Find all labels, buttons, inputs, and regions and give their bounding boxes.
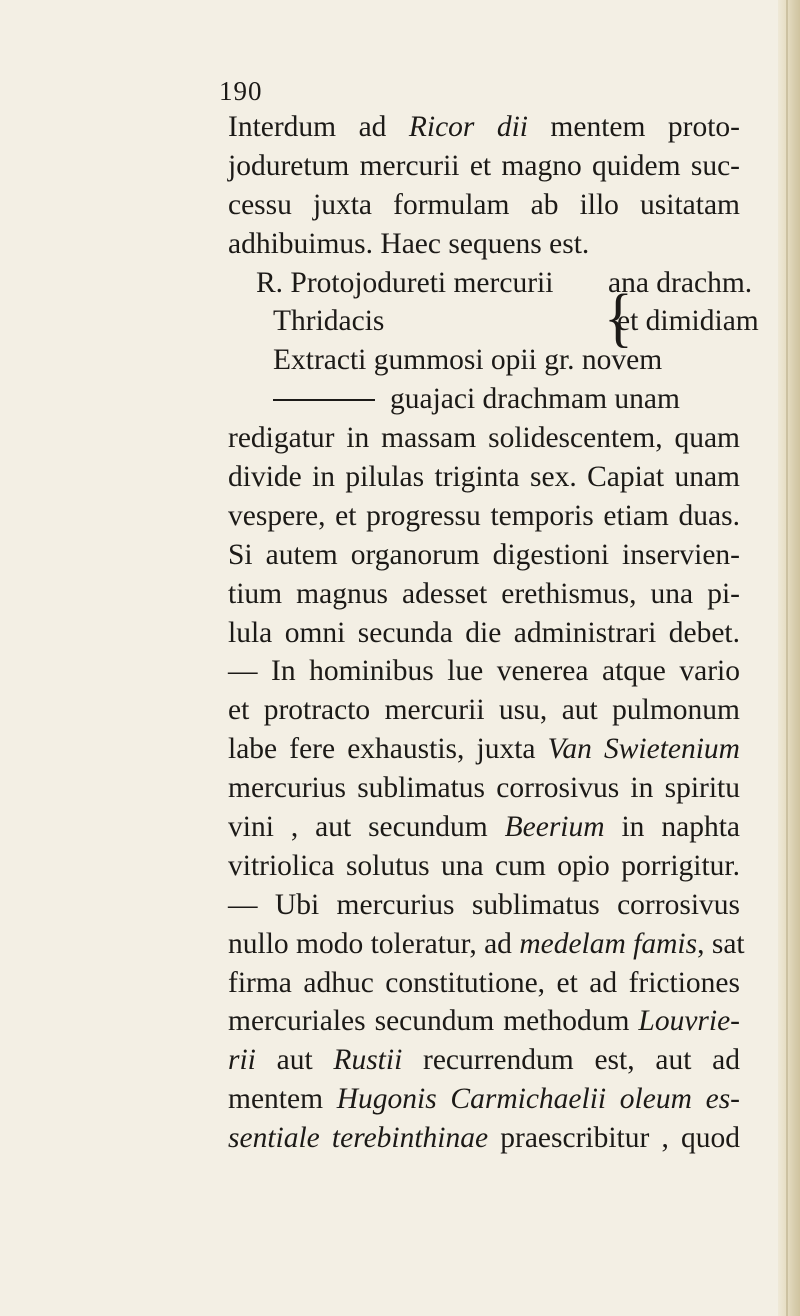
recipe-ingredient: guajaci drachmam unam [390,383,680,416]
page-number: 190 [219,76,263,106]
text-line: vitriolica solutus una cum opio porrigitur. [228,849,740,882]
text-line: tium magnus adesset erethismus, una pi- [228,577,740,610]
text-line: — In hominibus lue venerea atque vario [228,655,740,688]
recipe-ingredient: R. Protojodureti mercurii [256,266,554,299]
text-line: mercurius sublimatus corrosivus in spiritu [228,772,740,805]
body-text [228,108,759,1158]
text-line: — Ubi mercurius sublimatus corrosivus [228,888,740,921]
text-line: divide in pilulas triginta sex. Capiat unam [228,461,740,494]
text-line: mercuriales secundum methodum Louvrie- [228,1005,740,1038]
recipe-brace: { [604,280,633,354]
text-line: firma adhuc constitutione, et ad frictiones [228,966,740,999]
recipe-ingredient: Extracti gummosi opii gr. novem [273,344,663,377]
page-edge-line [786,0,788,1316]
text-line: Si autem organorum digestioni inservien- [228,538,740,571]
text-line: et protracto mercurii usu, aut pulmonum [228,694,740,727]
recipe-ingredient: Thridacis [273,305,385,338]
text-line: redigatur in massam solidescentem, quam [228,422,740,455]
text-line: vini , aut secundum Beerium in naphta [228,811,740,844]
text-line: labe fere exhaustis, juxta Van Swietenium [228,733,740,766]
text-line: nullo modo toleratur, ad medelam famis, sat [228,927,745,960]
recipe-dose: ana drachm. [608,266,753,299]
recipe-dose: et dimidiam [617,305,759,338]
text-line: joduretum mercurii et magno quidem suc- [228,149,740,182]
recipe-line [228,264,753,303]
text-line: lula omni secunda die administrari debet. [228,616,740,649]
text-line: rii aut Rustii recurrendum est, aut ad [228,1044,740,1077]
recipe-line [228,341,740,380]
recipe-line [228,380,740,419]
text-line: cessu juxta formulam ab illo usitatam [228,188,740,221]
recipe-line [228,302,759,341]
text-line: adhibuimus. Haec sequens est. [228,227,590,260]
text-line: Interdum ad Ricor dii mentem proto- [228,111,740,143]
text-line: sentiale terebinthinae praescribitur , quod [228,1122,740,1155]
page-edge [778,0,800,1316]
ditto-rule [273,399,375,401]
text-line: mentem Hugonis Carmichaelii oleum es- [228,1083,740,1116]
text-line: vespere, et progressu temporis etiam duas. [228,499,740,532]
